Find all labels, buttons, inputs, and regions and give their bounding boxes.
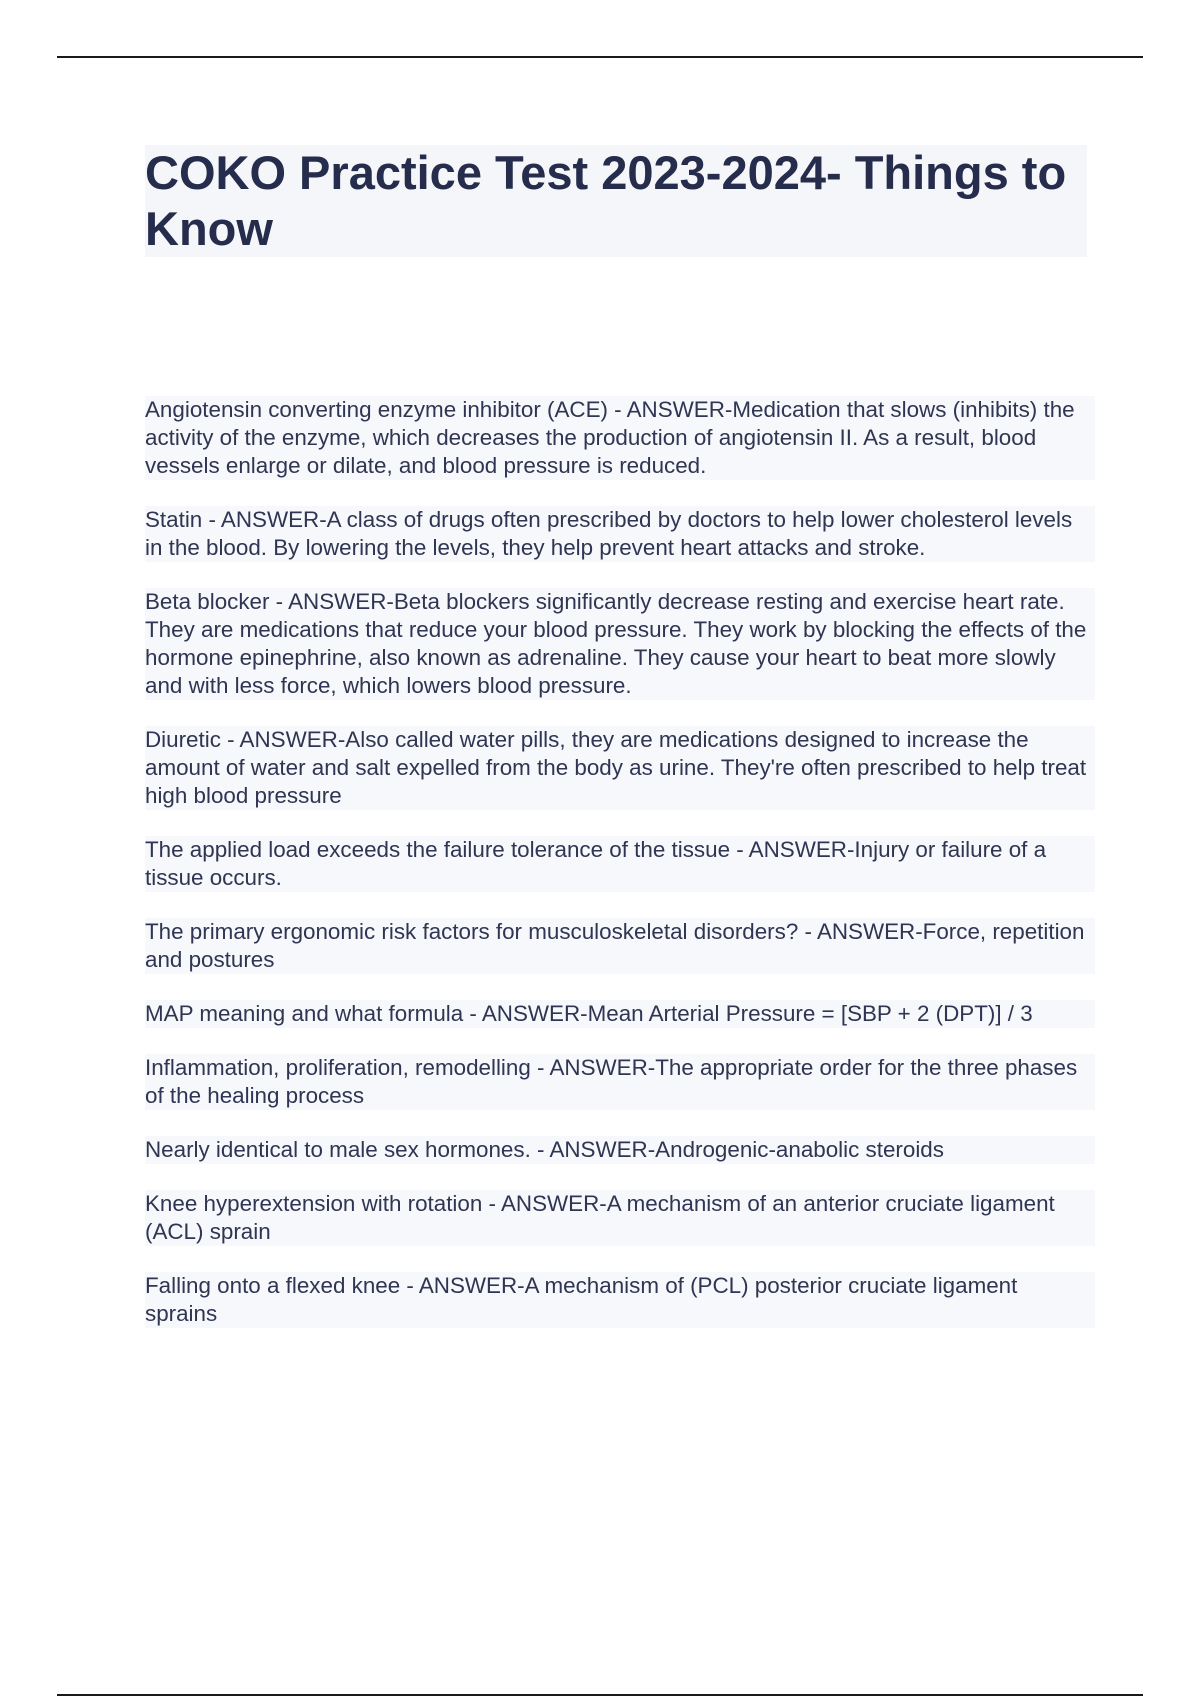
header-rule bbox=[57, 56, 1143, 58]
qa-entry: Angiotensin converting enzyme inhibitor (ACE) - ANSWER-Medication that slows (inhibits) the activity of the enzyme, which decreases the production of angiotensin II. As a result, blood vessels enlarge or dilate, and blood pressure is reduced. bbox=[145, 396, 1095, 480]
qa-entry: Falling onto a flexed knee - ANSWER-A mechanism of (PCL) posterior cruciate ligament sprains bbox=[145, 1272, 1095, 1328]
qa-entry: Nearly identical to male sex hormones. - ANSWER-Androgenic-anabolic steroids bbox=[145, 1136, 1095, 1164]
qa-list bbox=[145, 396, 1095, 1354]
page-title: COKO Practice Test 2023-2024- Things to Know bbox=[145, 146, 1067, 255]
qa-entry: Knee hyperextension with rotation - ANSWER-A mechanism of an anterior cruciate ligament (ACL) sprain bbox=[145, 1190, 1095, 1246]
qa-entry: Beta blocker - ANSWER-Beta blockers significantly decrease resting and exercise heart rate. They are medications that reduce your blood pressure. They work by blocking the effects of the hormone epinephrine, also known as adrenaline. They cause your heart to beat more slowly and with less force, which lowers blood pressure. bbox=[145, 588, 1095, 700]
qa-entry: Statin - ANSWER-A class of drugs often prescribed by doctors to help lower cholesterol levels in the blood. By lowering the levels, they help prevent heart attacks and stroke. bbox=[145, 506, 1095, 562]
qa-entry: Diuretic - ANSWER-Also called water pills, they are medications designed to increase the amount of water and salt expelled from the body as urine. They're often prescribed to help treat high blood pressure bbox=[145, 726, 1095, 810]
footer-rule bbox=[57, 1694, 1143, 1696]
qa-entry: Inflammation, proliferation, remodelling - ANSWER-The appropriate order for the three phases of the healing process bbox=[145, 1054, 1095, 1110]
qa-entry: The applied load exceeds the failure tolerance of the tissue - ANSWER-Injury or failure of a tissue occurs. bbox=[145, 836, 1095, 892]
qa-entry: MAP meaning and what formula - ANSWER-Mean Arterial Pressure = [SBP + 2 (DPT)] / 3 bbox=[145, 1000, 1095, 1028]
qa-entry: The primary ergonomic risk factors for musculoskeletal disorders? - ANSWER-Force, repetition and postures bbox=[145, 918, 1095, 974]
title-banner bbox=[145, 145, 1087, 257]
